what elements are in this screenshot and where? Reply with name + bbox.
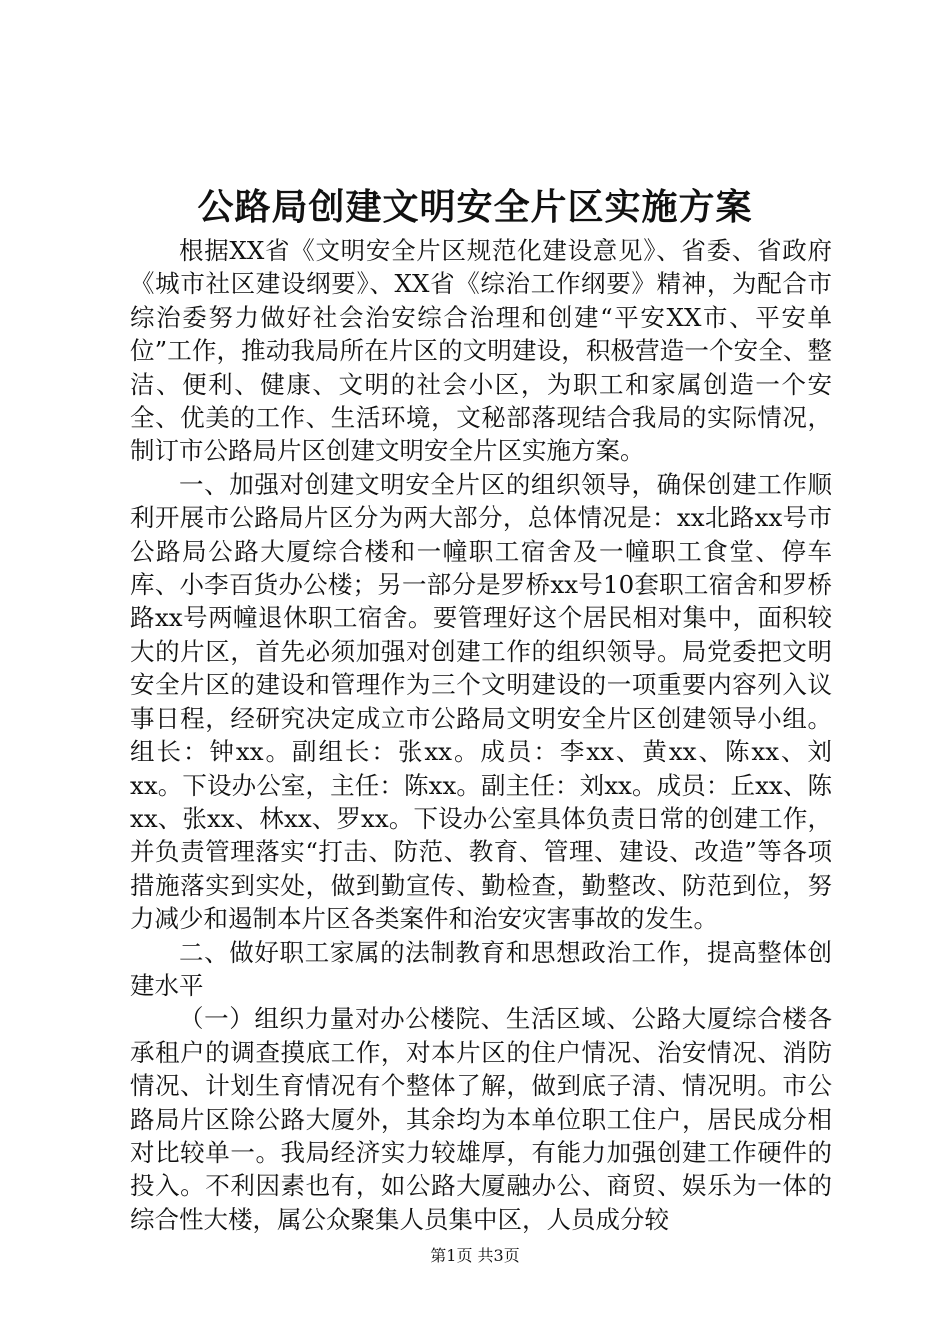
paragraph-intro: 根据XX省《文明安全片区规范化建设意见》、省委、省政府《城市社区建设纲要》、XX省《综治工作纲要》精神，为配合市综治委努力做好社会治安综合治理和创建“平安XX市、平安单位”工作，推动我局所在片区的文明建设，积极营造一个安全、整洁、便利、健康、文明的社会小区，为职工和家属创造一个安全、优美的工作、生活环境，文秘部落现结合我局的实际情况，制订市公路局片区创建文明安全片区实施方案。 bbox=[130, 236, 832, 466]
paragraph-subsection-1: （一）组织力量对办公楼院、生活区域、公路大厦综合楼各承租户的调查摸底工作，对本片区的住户情况、治安情况、消防情况、计划生育情况有个整体了解，做到底子清、情况明。市公路局片区除公路大厦外，其余均为本单位职工住户，居民成分相对比较单一。我局经济实力较雄厚，有能力加强创建工作硬件的投入。不利因素也有，如公路大厦融办公、商贸、娱乐为一体的综合性大楼，属公众聚集人员集中区，人员成分较 bbox=[130, 1004, 832, 1234]
document-title: 公路局创建文明安全片区实施方案 bbox=[197, 186, 753, 228]
page-number-footer: 第1页 共3页 bbox=[430, 1246, 520, 1265]
document-body bbox=[130, 234, 832, 1236]
paragraph-section-1: 一、加强对创建文明安全片区的组织领导，确保创建工作顺利开展市公路局片区分为两大部分，总体情况是：xx北路xx号市公路局公路大厦综合楼和一幢职工宿舍及一幢职工食堂、停车库、小李百货办公楼；另一部分是罗桥xx号10套职工宿舍和罗桥路xx号两幢退休职工宿舍。要管理好这个居民相对集中，面积较大的片区，首先必须加强对创建工作的组织领导。局党委把文明安全片区的建设和管理作为三个文明建设的一项重要内容列入议事日程，经研究决定成立市公路局文明安全片区创建领导小组。组长：钟xx。副组长：张xx。成员：李xx、黄xx、陈xx、刘xx。下设办公室，主任：陈xx。副主任：刘xx。成员：丘xx、陈xx、张xx、林xx、罗xx。下设办公室具体负责日常的创建工作，并负责管理落实“打击、防范、教育、管理、建设、改造”等各项措施落实到实处，做到勤宣传、勤检查，勤整改、防范到位，努力减少和遏制本片区各类案件和治安灾害事故的发生。 bbox=[130, 469, 832, 934]
paragraph-section-2-heading: 二、做好职工家属的法制教育和思想政治工作，提高整体创建水平 bbox=[130, 937, 832, 1000]
